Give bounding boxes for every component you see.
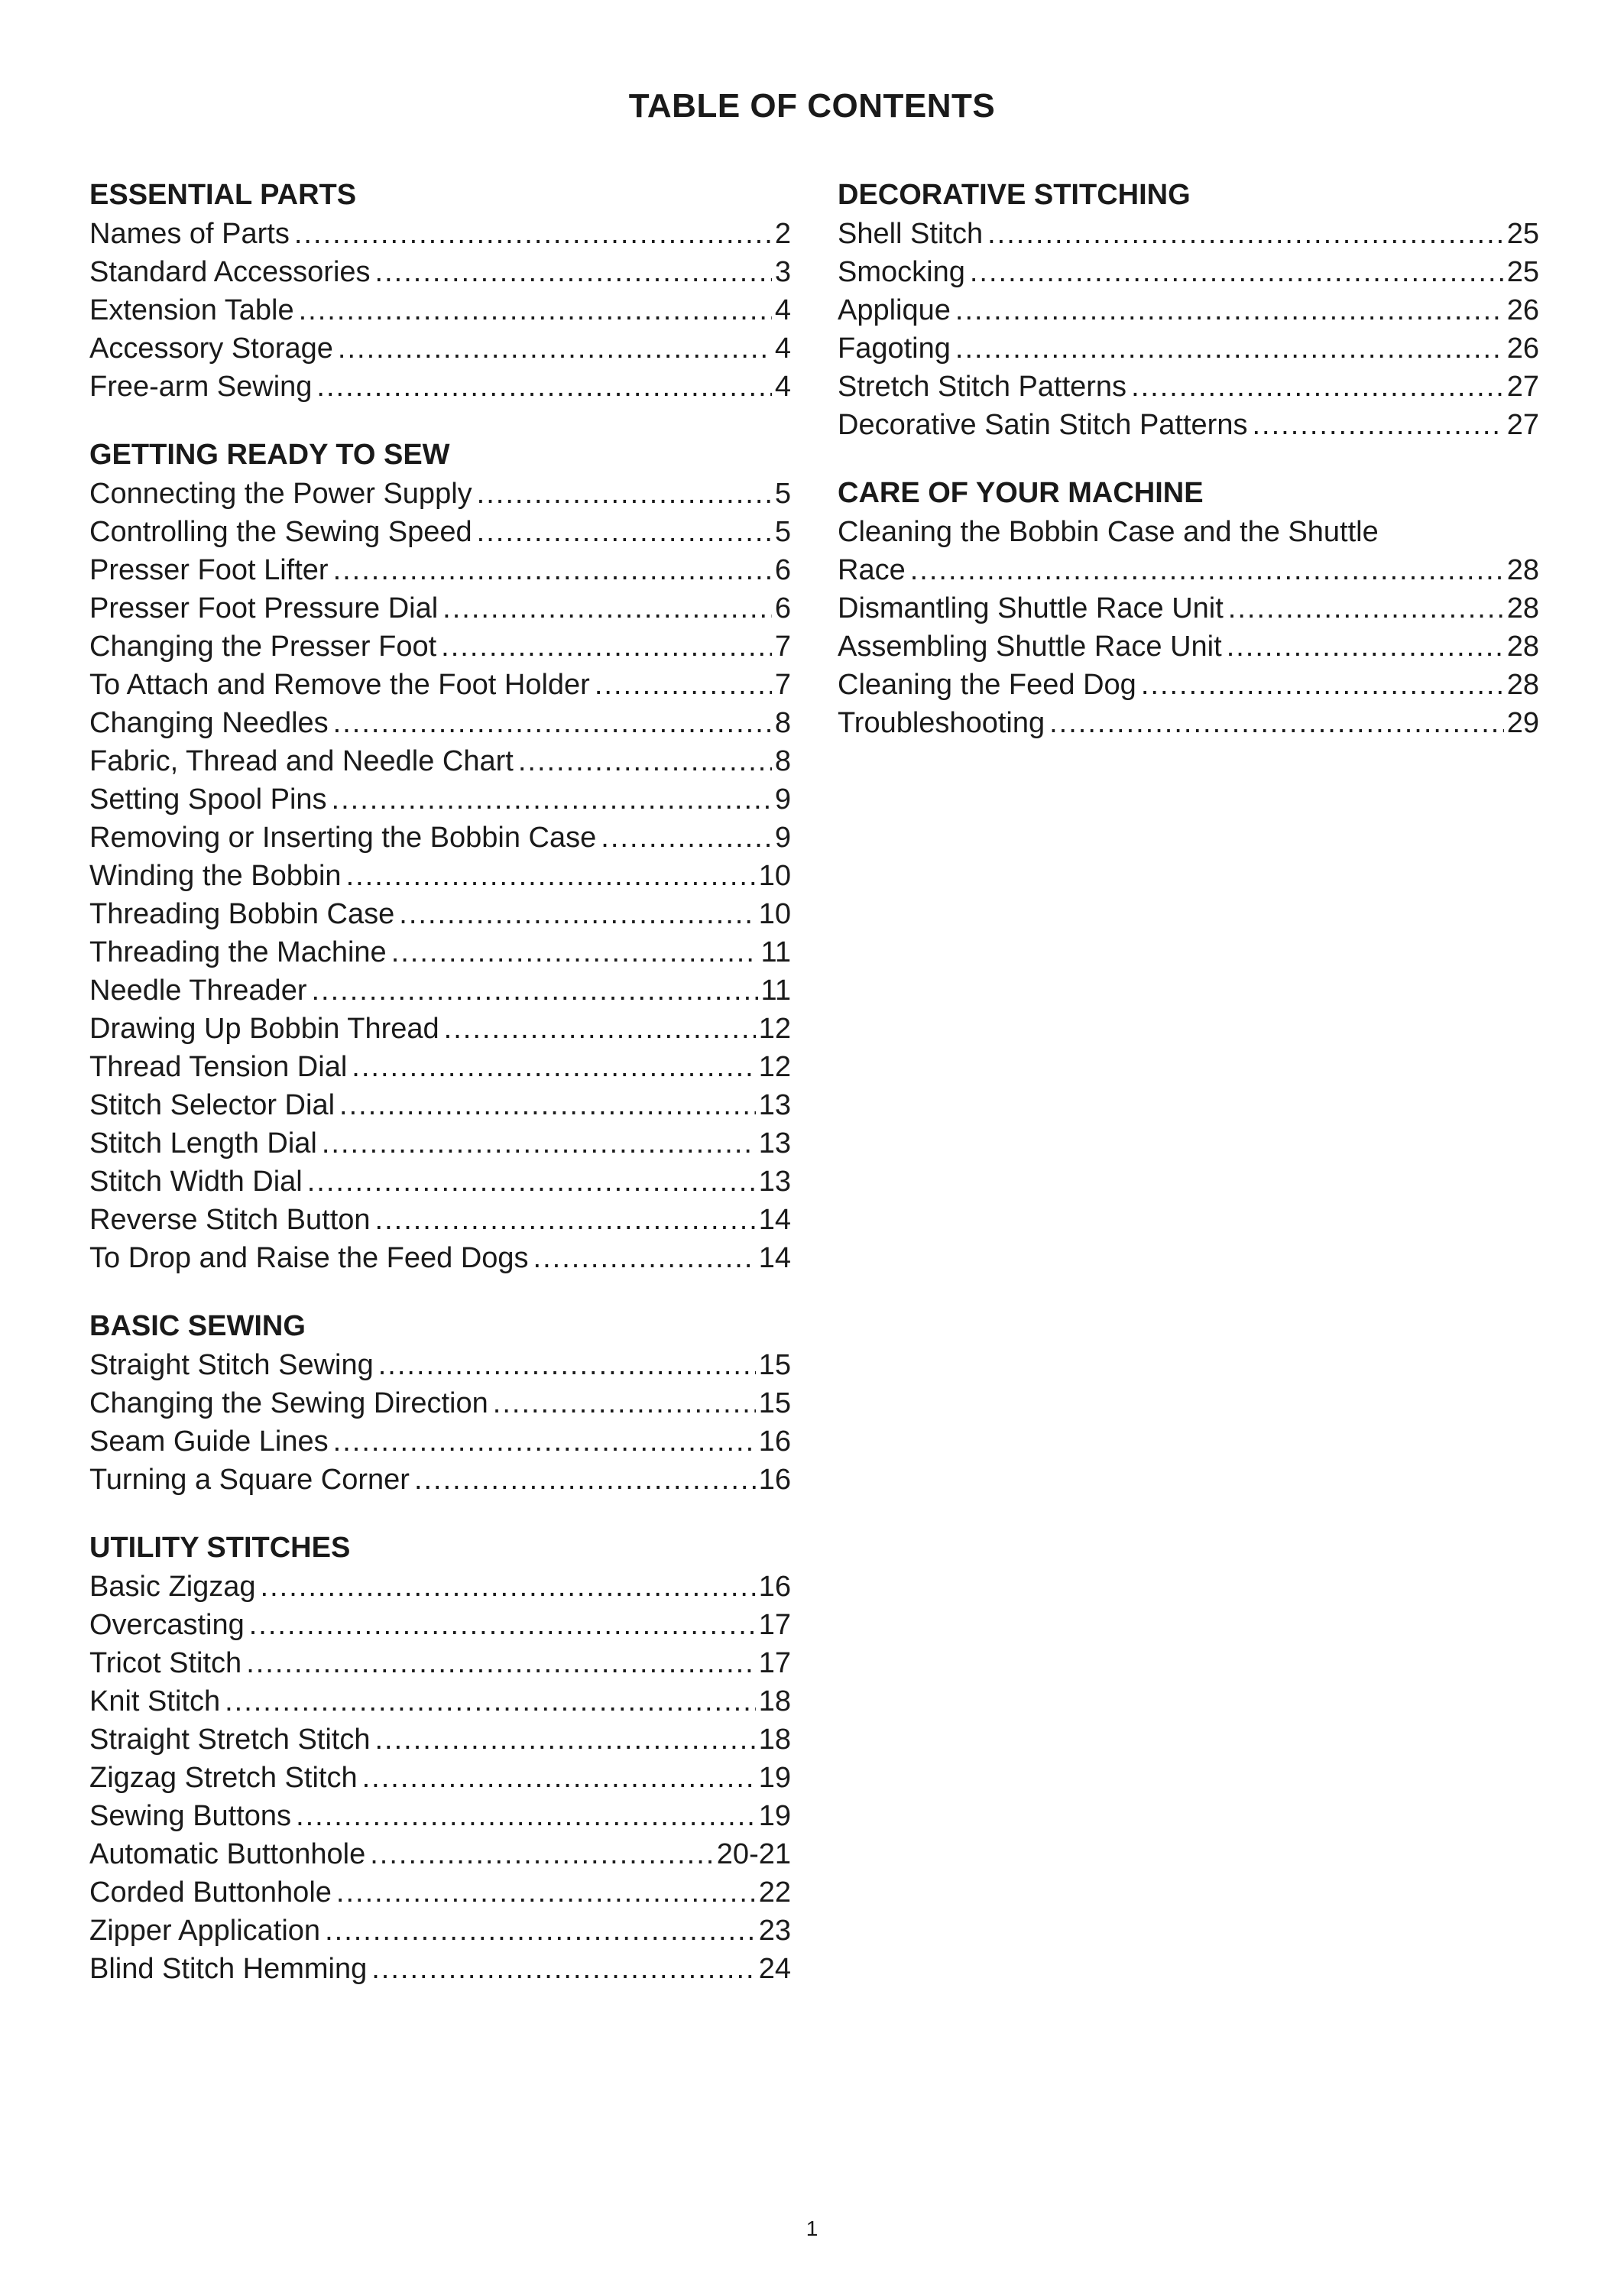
toc-entry-title-line: Cleaning the Bobbin Case and the Shuttle xyxy=(838,516,1379,548)
page-title: TABLE OF CONTENTS xyxy=(628,87,996,125)
toc-entry xyxy=(89,742,791,780)
toc-entry xyxy=(89,1346,791,1384)
toc-entry-page: 3 xyxy=(774,256,791,288)
dot-leader xyxy=(414,1461,756,1499)
section-heading: BASIC SEWING xyxy=(89,1310,306,1342)
toc-entry-title: Dismantling Shuttle Race Unit xyxy=(838,592,1224,624)
toc-section-basic-sewing xyxy=(89,1307,791,1499)
toc-entry xyxy=(89,589,791,628)
toc-entry xyxy=(89,971,791,1010)
dot-leader xyxy=(391,933,758,971)
toc-entry-page: 26 xyxy=(1506,294,1539,326)
toc-entry xyxy=(89,1912,791,1950)
toc-entry-title: Applique xyxy=(838,294,951,326)
toc-entry-page: 16 xyxy=(758,1571,791,1603)
toc-entry-page: 19 xyxy=(758,1762,791,1794)
toc-entry xyxy=(89,368,791,406)
toc-entry xyxy=(89,215,791,253)
dot-leader xyxy=(333,704,772,742)
toc-section-getting-ready-to-sew xyxy=(89,436,791,1277)
dot-leader xyxy=(325,1912,756,1950)
dot-leader xyxy=(595,666,772,704)
toc-entry-page: 7 xyxy=(774,669,791,701)
toc-entry-title: Stitch Length Dial xyxy=(89,1127,317,1159)
toc-entry-page: 11 xyxy=(760,936,791,968)
toc-entry-page: 17 xyxy=(758,1609,791,1641)
toc-section-care-of-your-machine xyxy=(838,474,1539,742)
toc-entry xyxy=(838,704,1539,742)
toc-entry xyxy=(838,406,1539,444)
dot-leader xyxy=(378,1346,756,1384)
dot-leader xyxy=(332,780,772,819)
toc-entry xyxy=(89,1163,791,1201)
toc-entry-title: Controlling the Sewing Speed xyxy=(89,516,472,548)
toc-entry-title: Stretch Stitch Patterns xyxy=(838,371,1127,403)
dot-leader xyxy=(333,551,772,589)
toc-entry-page: 15 xyxy=(758,1349,791,1381)
toc-entry-page: 16 xyxy=(758,1425,791,1458)
dot-leader xyxy=(477,513,772,551)
toc-entry-title: Shell Stitch xyxy=(838,218,984,250)
toc-entry xyxy=(89,291,791,329)
toc-entry xyxy=(89,513,791,551)
toc-entry xyxy=(89,1384,791,1422)
toc-entry xyxy=(89,253,791,291)
toc-left-column xyxy=(89,176,791,2018)
toc-entry xyxy=(89,551,791,589)
toc-entry-title: Smocking xyxy=(838,256,965,288)
toc-entry-title: Stitch Width Dial xyxy=(89,1166,303,1198)
dot-leader xyxy=(338,329,772,368)
toc-entry-page: 28 xyxy=(1506,631,1539,663)
toc-entry xyxy=(89,819,791,857)
toc-entry xyxy=(89,1606,791,1644)
dot-leader xyxy=(296,1797,756,1835)
toc-entry-title: Blind Stitch Hemming xyxy=(89,1953,368,1985)
toc-entry-title: Race xyxy=(838,554,906,586)
toc-entry xyxy=(89,704,791,742)
dot-leader xyxy=(442,589,772,628)
dot-leader xyxy=(375,1721,756,1759)
dot-leader xyxy=(518,742,772,780)
toc-entry-page: 13 xyxy=(758,1166,791,1198)
dot-leader xyxy=(1228,589,1504,628)
toc-entry-page: 23 xyxy=(758,1915,791,1947)
toc-entry-page: 25 xyxy=(1506,256,1539,288)
toc-entry-title: Seam Guide Lines xyxy=(89,1425,329,1458)
toc-entry xyxy=(89,1422,791,1461)
toc-entry xyxy=(89,933,791,971)
toc-entry-page: 18 xyxy=(758,1724,791,1756)
toc-entry xyxy=(89,857,791,895)
toc-entry-title: Overcasting xyxy=(89,1609,245,1641)
toc-entry-page: 14 xyxy=(758,1204,791,1236)
section-heading: ESSENTIAL PARTS xyxy=(89,179,357,211)
toc-entry-page: 27 xyxy=(1506,409,1539,441)
toc-entry-title: Tricot Stitch xyxy=(89,1647,242,1679)
dot-leader xyxy=(601,819,772,857)
toc-entry-title: Accessory Storage xyxy=(89,332,333,365)
toc-entry-title: Automatic Buttonhole xyxy=(89,1838,366,1870)
toc-entry-page: 11 xyxy=(760,975,791,1007)
dot-leader xyxy=(493,1384,756,1422)
dot-leader xyxy=(316,368,771,406)
toc-entry-page: 2 xyxy=(774,218,791,250)
page-number: 1 xyxy=(806,2217,818,2240)
dot-leader xyxy=(294,215,772,253)
toc-entry-title: Straight Stretch Stitch xyxy=(89,1724,371,1756)
dot-leader xyxy=(375,253,772,291)
toc-entry-page: 4 xyxy=(774,294,791,326)
dot-leader xyxy=(910,551,1504,589)
toc-entry-page: 9 xyxy=(774,822,791,854)
toc-entry xyxy=(89,1568,791,1606)
toc-entry-title: Stitch Selector Dial xyxy=(89,1089,335,1121)
toc-entry-title: Changing Needles xyxy=(89,707,329,739)
toc-entry-page: 18 xyxy=(758,1685,791,1717)
toc-entry xyxy=(838,628,1539,666)
dot-leader xyxy=(533,1239,756,1277)
toc-entry-title: Zipper Application xyxy=(89,1915,321,1947)
toc-entry xyxy=(89,1797,791,1835)
toc-entry xyxy=(89,1873,791,1912)
dot-leader xyxy=(311,971,757,1010)
toc-entry-title: Straight Stitch Sewing xyxy=(89,1349,374,1381)
dot-leader xyxy=(261,1568,756,1606)
dot-leader xyxy=(336,1873,756,1912)
toc-entry-title: Changing the Presser Foot xyxy=(89,631,437,663)
toc-entry-page: 13 xyxy=(758,1127,791,1159)
toc-entry xyxy=(89,666,791,704)
dot-leader xyxy=(362,1759,756,1797)
toc-entry xyxy=(89,1721,791,1759)
toc-section-utility-stitches xyxy=(89,1529,791,1988)
dot-leader xyxy=(352,1048,755,1086)
toc-entry-title: Troubleshooting xyxy=(838,707,1045,739)
section-heading: UTILITY STITCHES xyxy=(89,1532,351,1564)
toc-entry-title: Thread Tension Dial xyxy=(89,1051,348,1083)
toc-entry-title: Names of Parts xyxy=(89,218,290,250)
toc-entry-title: Fabric, Thread and Needle Chart xyxy=(89,745,514,777)
toc-entry-title: To Drop and Raise the Feed Dogs xyxy=(89,1242,529,1274)
toc-entry-page: 7 xyxy=(774,631,791,663)
toc-entry-page: 26 xyxy=(1506,332,1539,365)
toc-entry-title: Removing or Inserting the Bobbin Case xyxy=(89,822,597,854)
toc-entry-page: 6 xyxy=(774,592,791,624)
toc-entry-page: 16 xyxy=(758,1464,791,1496)
toc-entry-page: 9 xyxy=(774,783,791,816)
toc-entry xyxy=(89,1461,791,1499)
dot-leader xyxy=(370,1835,714,1873)
dot-leader xyxy=(322,1124,756,1163)
toc-entry xyxy=(838,253,1539,291)
toc-entry-page: 15 xyxy=(758,1387,791,1419)
dot-leader xyxy=(441,628,772,666)
dot-leader xyxy=(955,291,1504,329)
toc-entry xyxy=(89,1124,791,1163)
toc-entry-page: 5 xyxy=(774,516,791,548)
toc-entry xyxy=(89,475,791,513)
toc-entry-page: 28 xyxy=(1506,592,1539,624)
dot-leader xyxy=(444,1010,756,1048)
toc-entry-page: 12 xyxy=(758,1051,791,1083)
dot-leader xyxy=(346,857,756,895)
toc-entry-title: Turning a Square Corner xyxy=(89,1464,410,1496)
toc-entry xyxy=(89,1201,791,1239)
toc-entry xyxy=(838,291,1539,329)
dot-leader xyxy=(299,291,772,329)
toc-entry xyxy=(89,895,791,933)
dot-leader xyxy=(1131,368,1504,406)
toc-entry xyxy=(838,329,1539,368)
toc-entry xyxy=(89,1644,791,1682)
toc-entry-page: 6 xyxy=(774,554,791,586)
toc-entry-title: Extension Table xyxy=(89,294,294,326)
toc-entry-title: Knit Stitch xyxy=(89,1685,221,1717)
toc-entry-page: 28 xyxy=(1506,554,1539,586)
section-heading: DECORATIVE STITCHING xyxy=(838,179,1191,211)
toc-entry xyxy=(89,1010,791,1048)
toc-entry-title: Assembling Shuttle Race Unit xyxy=(838,631,1222,663)
toc-entry xyxy=(838,551,1539,589)
toc-entry xyxy=(838,589,1539,628)
toc-entry xyxy=(838,666,1539,704)
toc-entry xyxy=(838,215,1539,253)
toc-entry-title: Corded Buttonhole xyxy=(89,1876,332,1909)
toc-entry-page: 22 xyxy=(758,1876,791,1909)
dot-leader xyxy=(225,1682,756,1721)
toc-entry-page: 8 xyxy=(774,707,791,739)
toc-entry-page: 25 xyxy=(1506,218,1539,250)
toc-entry-title: Setting Spool Pins xyxy=(89,783,327,816)
dot-leader xyxy=(477,475,772,513)
dot-leader xyxy=(1049,704,1504,742)
toc-entry-title: Basic Zigzag xyxy=(89,1571,256,1603)
toc-entry-title: To Attach and Remove the Foot Holder xyxy=(89,669,590,701)
toc-entry-title: Changing the Sewing Direction xyxy=(89,1387,488,1419)
toc-entry-title: Needle Threader xyxy=(89,975,307,1007)
toc-entry-page: 17 xyxy=(758,1647,791,1679)
toc-entry-page: 10 xyxy=(758,860,791,892)
toc-entry-page: 19 xyxy=(758,1800,791,1832)
toc-entry-page: 5 xyxy=(774,478,791,510)
toc-entry-page: 27 xyxy=(1506,371,1539,403)
toc-entry-title: Reverse Stitch Button xyxy=(89,1204,371,1236)
toc-entry-title: Presser Foot Lifter xyxy=(89,554,329,586)
toc-entry xyxy=(89,1239,791,1277)
dot-leader xyxy=(1252,406,1503,444)
toc-entry-title: Connecting the Power Supply xyxy=(89,478,472,510)
dot-leader xyxy=(249,1606,756,1644)
toc-section-essential-parts xyxy=(89,176,791,406)
toc-entry-title: Sewing Buttons xyxy=(89,1800,292,1832)
toc-entry xyxy=(838,368,1539,406)
toc-entry-title: Fagoting xyxy=(838,332,951,365)
dot-leader xyxy=(246,1644,756,1682)
toc-entry-page: 8 xyxy=(774,745,791,777)
toc-section-decorative-stitching xyxy=(838,176,1539,444)
toc-entry-title: Cleaning the Feed Dog xyxy=(838,669,1136,701)
toc-entry xyxy=(89,1950,791,1988)
toc-entry-page: 29 xyxy=(1506,707,1539,739)
toc-entry-page: 14 xyxy=(758,1242,791,1274)
toc-entry-title: Zigzag Stretch Stitch xyxy=(89,1762,358,1794)
toc-entry-title: Free-arm Sewing xyxy=(89,371,313,403)
dot-leader xyxy=(1141,666,1504,704)
toc-entry-title: Presser Foot Pressure Dial xyxy=(89,592,439,624)
toc-entry-page: 20-21 xyxy=(716,1838,791,1870)
toc-entry-page: 4 xyxy=(774,371,791,403)
toc-entry xyxy=(89,1048,791,1086)
section-heading: GETTING READY TO SEW xyxy=(89,439,450,471)
toc-entry-title: Standard Accessories xyxy=(89,256,371,288)
dot-leader xyxy=(375,1201,756,1239)
toc-entry xyxy=(89,780,791,819)
toc-entry-page: 13 xyxy=(758,1089,791,1121)
toc-entry xyxy=(89,628,791,666)
toc-entry-title: Winding the Bobbin xyxy=(89,860,342,892)
toc-entry-page: 4 xyxy=(774,332,791,365)
dot-leader xyxy=(1227,628,1504,666)
dot-leader xyxy=(987,215,1504,253)
toc-entry-page: 12 xyxy=(758,1013,791,1045)
toc-entry xyxy=(89,1682,791,1721)
dot-leader xyxy=(333,1422,756,1461)
toc-entry-title: Drawing Up Bobbin Thread xyxy=(89,1013,439,1045)
dot-leader xyxy=(371,1950,755,1988)
toc-entry xyxy=(89,1835,791,1873)
dot-leader xyxy=(339,1086,756,1124)
toc-entry-title: Decorative Satin Stitch Patterns xyxy=(838,409,1248,441)
dot-leader xyxy=(955,329,1504,368)
toc-entry xyxy=(89,1086,791,1124)
section-heading: CARE OF YOUR MACHINE xyxy=(838,477,1204,509)
dot-leader xyxy=(307,1163,756,1201)
toc-entry-title: Threading Bobbin Case xyxy=(89,898,395,930)
toc-entry-page: 10 xyxy=(758,898,791,930)
toc-entry-page: 24 xyxy=(758,1953,791,1985)
toc-entry-title: Threading the Machine xyxy=(89,936,387,968)
toc-right-column xyxy=(838,176,1539,772)
dot-leader xyxy=(970,253,1504,291)
toc-entry xyxy=(89,1759,791,1797)
dot-leader xyxy=(399,895,755,933)
toc-entry-page: 28 xyxy=(1506,669,1539,701)
toc-entry xyxy=(89,329,791,368)
